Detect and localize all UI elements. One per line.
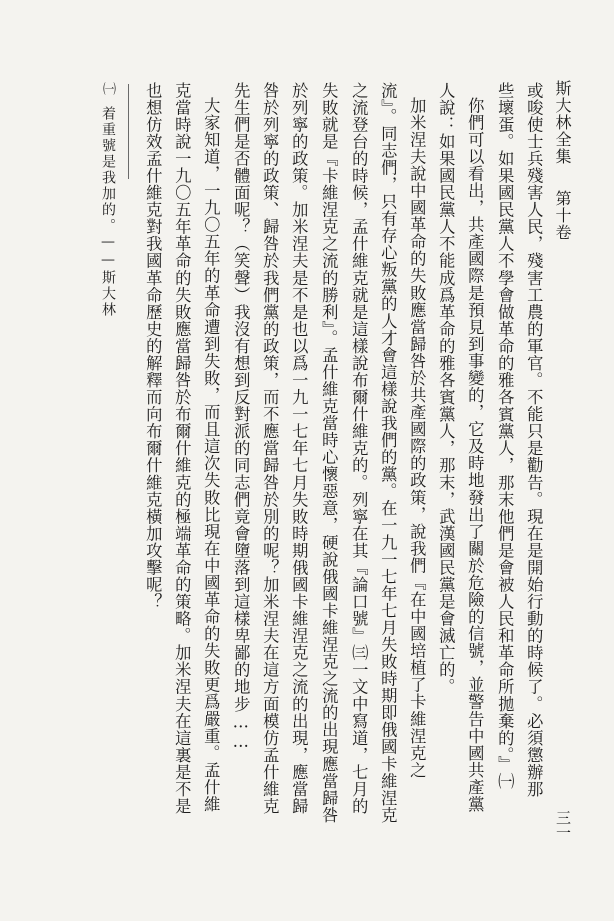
text-column: 先生們是否體面呢？（笑聲）我沒有想到反對派的同志們竟會墮落到這樣卑鄙的地步…… — [231, 82, 251, 752]
text-column: 些壞蛋。如果國民黨人不學會做革命的雅各賓黨人，那末他們是會被人民和革命所拋棄的。』㈠ — [495, 82, 515, 790]
text-column: 咎於列寧的政策、歸咎於我們黨的政策，而不應當歸咎於別的呢？加米涅夫在這方面模仿孟什維克 — [260, 82, 280, 815]
text-column: 克當時說一九〇五年革命的失敗應當歸咎於布爾什維克的極端革命的策略。加米涅夫在這裏是不是 — [172, 82, 192, 815]
text-column: 流』。同志們，只有存心叛黨的人才會這樣說我們的黨。在一九一七年七月失敗時期即俄國卡維涅克 — [378, 82, 398, 824]
text-column: 之流登台的時候，孟什維克就是這樣說布爾什維克的。列寧在其『論口號』㈢一文中寫道，七月的 — [349, 82, 369, 815]
text-column: 大家知道，一九〇五年的革命遭到失敗，而且這次失敗比現在中國革命的失敗更爲嚴重。孟什維 — [201, 97, 221, 813]
text-column: 你們可以看出，共產國際是預見到事變的，它及時地發出了關於危險的信號，並警告中國共產黨 — [465, 97, 485, 813]
text-column: 人說：如果國民黨人不能成爲革命的雅各賓黨人，那末，武漢國民黨是會滅亡的。 — [436, 82, 456, 696]
page-number: 三一 — [554, 810, 572, 840]
footnote-rule — [128, 84, 129, 179]
text-column: 也想仿效孟什維克對我國革命歷史的解釋而向布爾什維克橫加攻擊呢？ — [143, 82, 163, 611]
running-header-title: 斯大林全集 — [553, 80, 572, 165]
text-column: 於列寧的政策。加米涅夫是不是也以爲一九一七年七月失敗時期俄國卡維涅克之流的出現，應當歸 — [289, 82, 309, 815]
text-column: 加米涅夫說中國革命的失敗應當歸咎於共產國際的政策，說我們『在中國培植了卡維涅克之 — [407, 97, 427, 779]
text-column: 或唆使士兵殘害人民，殘害工農的軍官。不能只是勸告。現在是開始行動的時候了。必須懲辦那 — [524, 82, 544, 798]
footnote-text: 着重號是我加的。——斯大林 — [100, 106, 116, 318]
running-header-volume: 第十卷 — [553, 190, 572, 241]
text-column: 失敗就是『卡維涅克之流的勝利』。孟什維克當時心懷惡意，硬說俄國卡維涅克之流的出現應當歸咎 — [319, 82, 339, 824]
footnote-marker: ㈠ — [100, 82, 115, 96]
